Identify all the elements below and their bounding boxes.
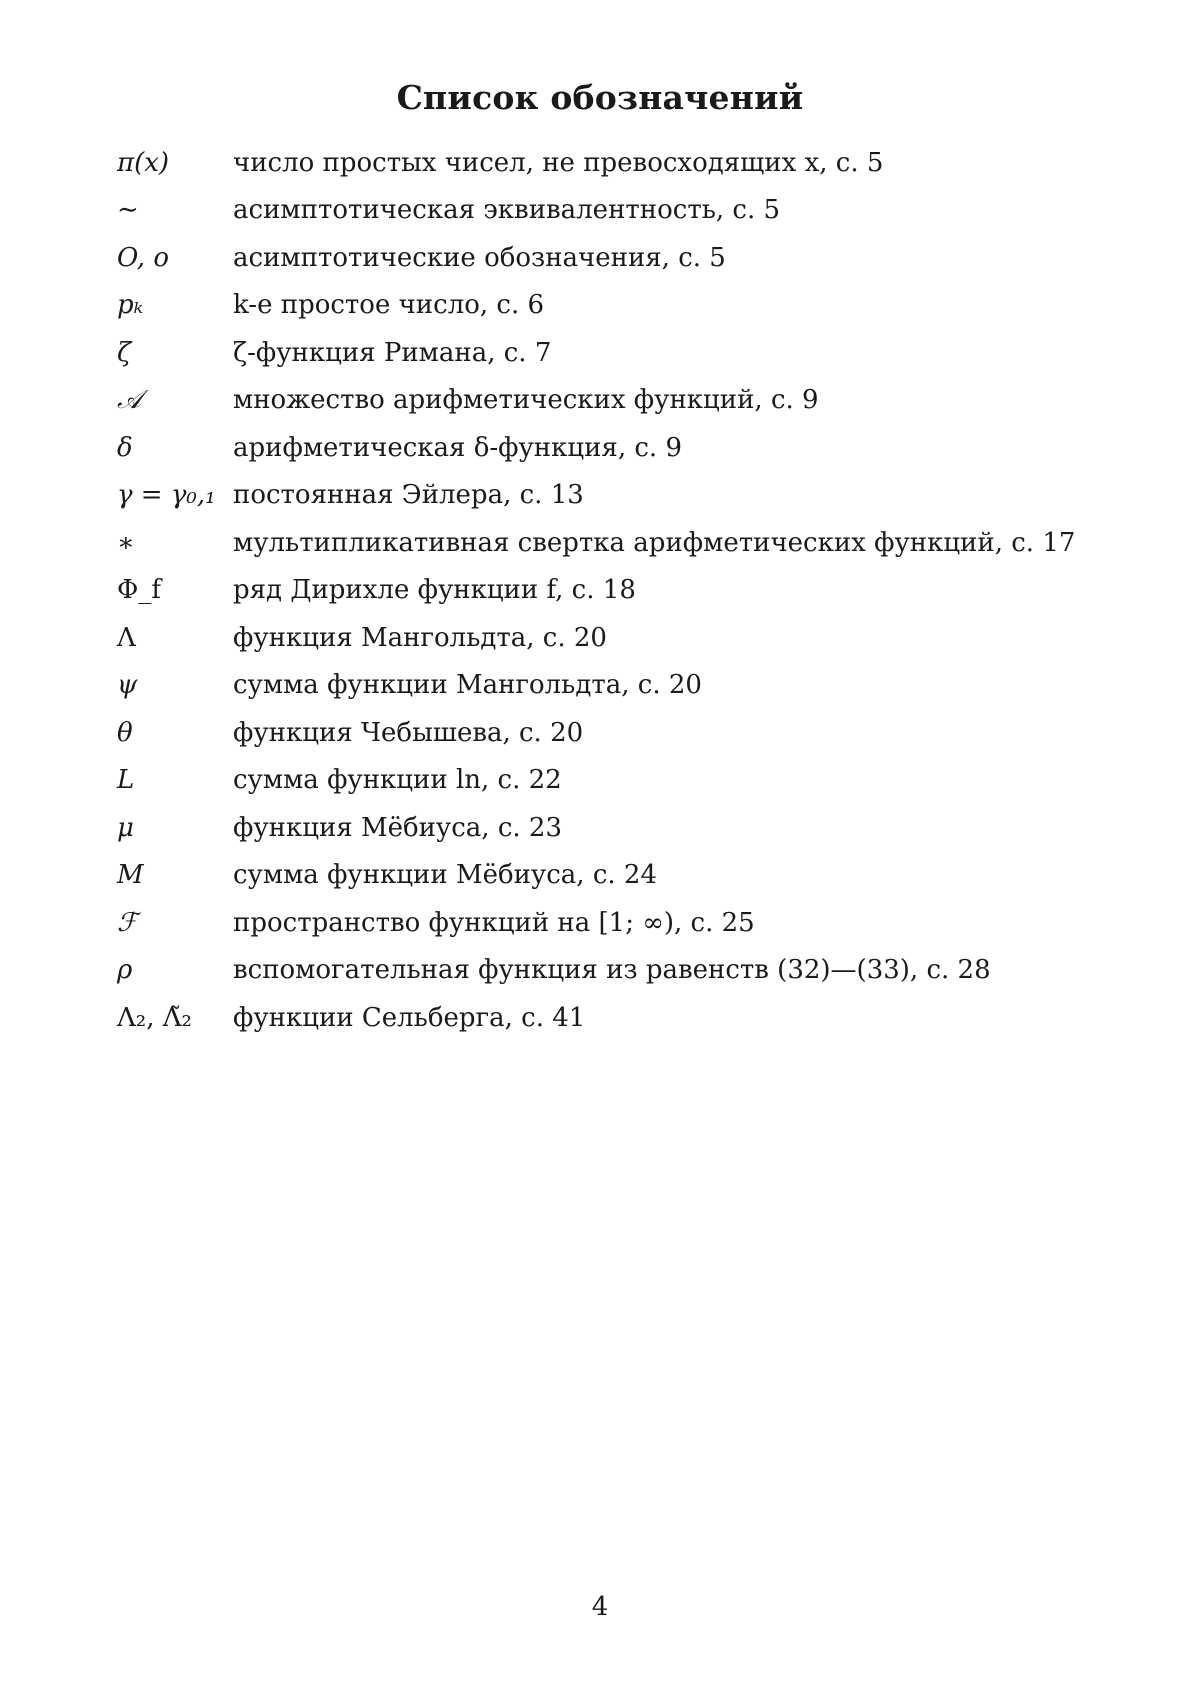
notation-description: ряд Дирихле функции f, с. 18 [233, 575, 636, 606]
notation-row [117, 234, 1097, 282]
notation-description: сумма функции Мангольдта, с. 20 [233, 670, 702, 701]
notation-row [117, 709, 1097, 757]
notation-row [117, 852, 1097, 900]
notation-row [117, 282, 1097, 330]
notation-symbol: 𝒜 [117, 384, 142, 415]
notation-row [117, 947, 1097, 995]
notation-row [117, 804, 1097, 852]
notation-description: пространство функций на [1; ∞), с. 25 [233, 907, 755, 938]
notation-symbol: ∼ [117, 195, 139, 226]
notation-symbol: O, o [117, 242, 169, 273]
notation-row [117, 519, 1097, 567]
notation-description: число простых чисел, не превосходящих x, с. 5 [233, 147, 884, 178]
notation-symbol: θ [117, 717, 133, 748]
notation-description: сумма функции Мёбиуса, с. 24 [233, 860, 657, 891]
notation-symbol: π(x) [117, 147, 170, 178]
notation-symbol: ρ [117, 955, 133, 986]
notation-row [117, 614, 1097, 662]
notation-description: функция Мангольдта, с. 20 [233, 622, 607, 653]
notation-description: вспомогательная функция из равенств (32)—(33), с. 28 [233, 955, 991, 986]
notation-description: функция Чебышева, с. 20 [233, 717, 584, 748]
notation-row [117, 662, 1097, 710]
notation-row [117, 899, 1097, 947]
page-number: 4 [591, 1592, 609, 1622]
notation-description: арифметическая δ-функция, с. 9 [233, 432, 682, 463]
notation-symbol: δ [117, 432, 133, 463]
notation-row [117, 139, 1097, 187]
notation-row [117, 329, 1097, 377]
notation-symbol: M [117, 860, 144, 891]
notation-symbol: ∗ [117, 527, 135, 558]
notation-row [117, 424, 1097, 472]
notation-row [117, 994, 1097, 1042]
notation-symbol: Λ₂, Λ̃₂ [117, 1002, 192, 1033]
page-title: Список обозначений [396, 78, 804, 117]
notation-description: k-е простое число, с. 6 [233, 290, 545, 321]
notation-description: асимптотическая эквивалентность, с. 5 [233, 195, 781, 226]
notation-description: функции Сельберга, с. 41 [233, 1002, 586, 1033]
notation-row [117, 567, 1097, 615]
notation-symbol: ψ [117, 670, 138, 701]
notation-description: функция Мёбиуса, с. 23 [233, 812, 562, 843]
notation-row [117, 757, 1097, 805]
notation-symbol: Φ_f [117, 575, 161, 606]
notation-symbol: ℱ [117, 907, 138, 938]
notation-description: асимптотические обозначения, с. 5 [233, 242, 726, 273]
notation-symbol: ζ [117, 337, 132, 368]
notation-row [117, 187, 1097, 235]
notation-symbol: γ = γ₀,₁ [117, 480, 216, 511]
notation-symbol: pₖ [117, 290, 144, 321]
notation-row [117, 377, 1097, 425]
notation-description: мультипликативная свертка арифметических функций, с. 17 [233, 527, 1076, 558]
notation-description: постоянная Эйлера, с. 13 [233, 480, 584, 511]
notation-description: ζ-функция Римана, с. 7 [233, 337, 552, 368]
notation-row [117, 472, 1097, 520]
notation-symbol: Λ [117, 622, 136, 653]
notation-list [117, 139, 1097, 1042]
notation-description: множество арифметических функций, с. 9 [233, 385, 819, 416]
notation-description: сумма функции ln, с. 22 [233, 765, 562, 796]
notation-symbol: μ [117, 812, 134, 843]
notation-symbol: L [117, 765, 135, 796]
